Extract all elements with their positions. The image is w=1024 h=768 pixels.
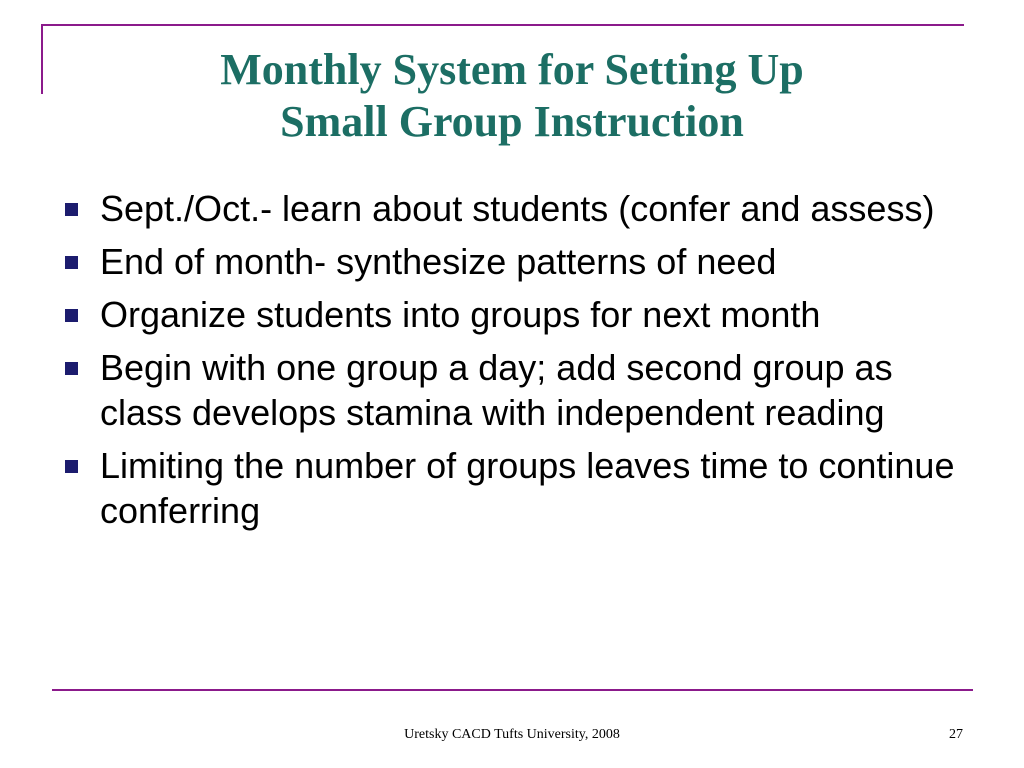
slide-title-line-1: Monthly System for Setting Up xyxy=(220,45,804,94)
page-number: 27 xyxy=(949,727,963,742)
bottom-horizontal-rule xyxy=(52,689,973,691)
bullet-item xyxy=(62,186,962,231)
bullet-item xyxy=(62,239,962,284)
slide-title-line-2: Small Group Instruction xyxy=(280,97,744,146)
bullet-item xyxy=(62,345,962,435)
bullet-text: Sept./Oct.- learn about students (confer and assess) xyxy=(100,188,935,229)
square-bullet-icon xyxy=(65,256,78,269)
bullet-text: Begin with one group a day; add second group as class develops stamina with independent reading xyxy=(100,347,893,433)
square-bullet-icon xyxy=(65,362,78,375)
bullet-item xyxy=(62,443,962,533)
bullet-list xyxy=(62,186,962,541)
slide-title xyxy=(60,44,964,148)
square-bullet-icon xyxy=(65,460,78,473)
top-horizontal-rule xyxy=(41,24,964,26)
footer-text: Uretsky CACD Tufts University, 2008 xyxy=(404,727,620,742)
square-bullet-icon xyxy=(65,203,78,216)
bullet-text: End of month- synthesize patterns of need xyxy=(100,241,777,282)
bullet-item xyxy=(62,292,962,337)
bullet-text: Organize students into groups for next month xyxy=(100,294,821,335)
top-left-vertical-rule xyxy=(41,24,43,94)
square-bullet-icon xyxy=(65,309,78,322)
bullet-text: Limiting the number of groups leaves time to continue conferring xyxy=(100,445,955,531)
